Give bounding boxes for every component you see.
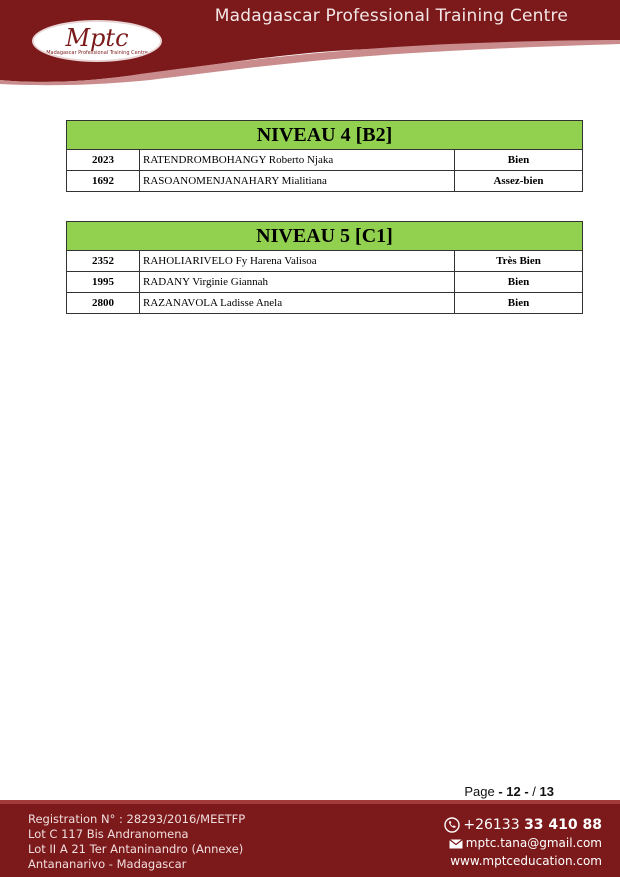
address-line: Lot II A 21 Ter Antaninandro (Annexe) bbox=[28, 842, 244, 856]
address-line: Antananarivo - Madagascar bbox=[28, 857, 187, 871]
logo-subtitle: Madagascar Professional Training Centre bbox=[46, 50, 148, 56]
page-prefix: Page bbox=[464, 784, 499, 799]
footer-phone bbox=[444, 816, 602, 834]
website-url: www.mptceducation.com bbox=[450, 854, 602, 868]
candidate-grade: Assez-bien bbox=[455, 171, 583, 192]
candidate-grade: Bien bbox=[455, 150, 583, 171]
level-title: NIVEAU 4 [B2] bbox=[67, 121, 583, 150]
table-row bbox=[67, 293, 583, 314]
candidate-name: RAHOLIARIVELO Fy Harena Valisoa bbox=[140, 251, 455, 272]
candidate-grade: Très Bien bbox=[455, 251, 583, 272]
candidate-name: RAZANAVOLA Ladisse Anela bbox=[140, 293, 455, 314]
table-row bbox=[67, 171, 583, 192]
address-line: Lot C 117 Bis Andranomena bbox=[28, 827, 189, 841]
email-address: mptc.tana@gmail.com bbox=[465, 836, 602, 850]
table-row bbox=[67, 272, 583, 293]
page-current: - 12 - bbox=[498, 784, 529, 799]
candidate-number: 1995 bbox=[67, 272, 140, 293]
footer-divider bbox=[0, 800, 620, 804]
mail-icon bbox=[449, 839, 463, 849]
candidate-number: 2023 bbox=[67, 150, 140, 171]
level-table-c1 bbox=[66, 221, 583, 314]
footer-address bbox=[28, 812, 245, 872]
candidate-name: RATENDROMBOHANGY Roberto Njaka bbox=[140, 150, 455, 171]
organization-name: Madagascar Professional Training Centre bbox=[214, 6, 568, 26]
level-title: NIVEAU 5 [C1] bbox=[67, 222, 583, 251]
candidate-name: RADANY Virginie Giannah bbox=[140, 272, 455, 293]
footer-email bbox=[444, 834, 602, 852]
phone-number: 33 410 88 bbox=[524, 817, 602, 833]
mptc-logo bbox=[32, 20, 162, 62]
level-table-b2 bbox=[66, 120, 583, 192]
page-footer bbox=[0, 800, 620, 877]
phone-icon bbox=[444, 817, 460, 833]
candidate-number: 2352 bbox=[67, 251, 140, 272]
table-row bbox=[67, 251, 583, 272]
page-header bbox=[0, 0, 620, 90]
table-row bbox=[67, 150, 583, 171]
candidate-grade: Bien bbox=[455, 272, 583, 293]
logo-text: Mptc bbox=[65, 24, 129, 52]
page-number bbox=[464, 784, 554, 799]
phone-prefix: +26133 bbox=[463, 817, 525, 833]
registration-number: Registration N° : 28293/2016/MEETFP bbox=[28, 812, 246, 826]
page-separator: / bbox=[528, 784, 540, 799]
footer-contact bbox=[444, 816, 602, 870]
candidate-grade: Bien bbox=[455, 293, 583, 314]
candidate-number: 1692 bbox=[67, 171, 140, 192]
candidate-number: 2800 bbox=[67, 293, 140, 314]
page-total: 13 bbox=[539, 784, 554, 799]
candidate-name: RASOANOMENJANAHARY Mialitiana bbox=[140, 171, 455, 192]
